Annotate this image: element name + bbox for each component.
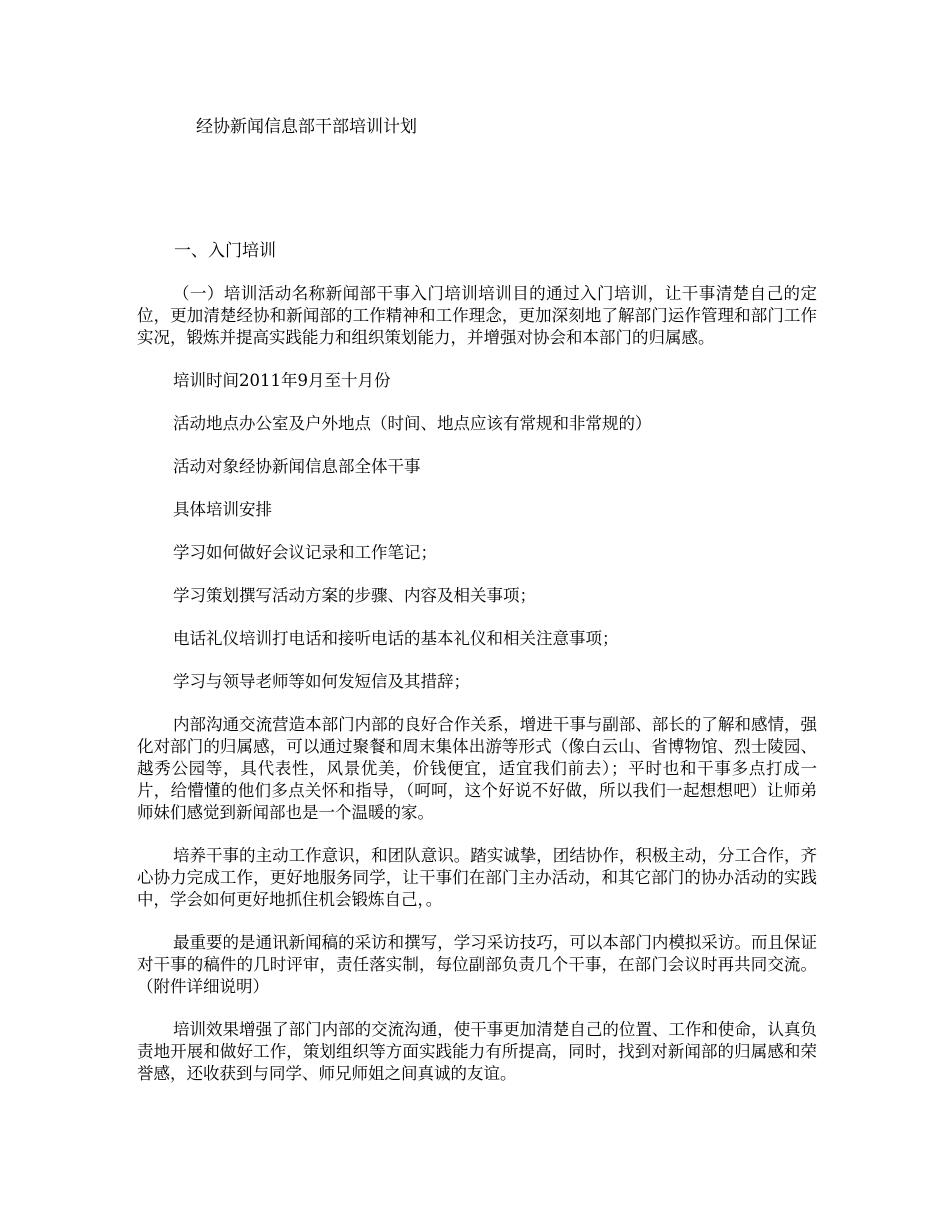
paragraph-training-purpose: （一）培训活动名称新闻部干事入门培训培训目的通过入门培训，让干事清楚自己的定位，更加清楚经协和新闻部的工作精神和工作理念，更加深刻地了解部门运作管理和部门工作实况，锻炼并提高实践能力和组织策划能力，并增强对协会和本部门的归属感。 bbox=[137, 284, 817, 347]
paragraph-training-time: 培训时间2011年9月至十月份 bbox=[173, 371, 391, 390]
paragraph-activity-target: 活动对象经协新闻信息部全体干事 bbox=[173, 457, 421, 476]
paragraph-planning: 学习策划撰写活动方案的步骤、内容及相关事项； bbox=[173, 586, 536, 605]
paragraph-activity-location: 活动地点办公室及户外地点（时间、地点应该有常规和非常规的） bbox=[173, 414, 652, 433]
paragraph-news-writing: 最重要的是通讯新闻稿的采访和撰写，学习采访技巧，可以本部门内模拟采访。而且保证对干事的稿件的几时评审，责任落实制，每位副部负责几个干事，在部门会议时再共同交流。（附件详细说明） bbox=[137, 933, 817, 996]
document-title: 经协新闻信息部干部培训计划 bbox=[196, 117, 417, 137]
paragraph-teamwork: 培养干事的主动工作意识，和团队意识。踏实诚挚，团结协作，积极主动，分工合作，齐心协力完成工作，更好地服务同学，让干事们在部门主办活动，和其它部门的协办活动的实践中，学会如何更好地抓住机会锻炼自己，。 bbox=[137, 846, 817, 909]
paragraph-training-schedule: 具体培训安排 bbox=[173, 500, 272, 519]
document-body bbox=[137, 283, 817, 1106]
paragraph-internal-communication: 内部沟通交流营造本部门内部的良好合作关系，增进干事与副部、部长的了解和感情，强化对部门的归属感，可以通过聚餐和周末集体出游等形式（像白云山、省博物馆、烈士陵园、越秀公园等，具代表性，风景优美，价钱便宜，适宜我们前去）；平时也和干事多点打成一片，给懵懂的他们多点关怀和指导，（呵呵，这个好说不好做，所以我们一起想想吧）让师弟师妹们感觉到新闻部也是一个温暖的家。 bbox=[137, 715, 817, 822]
paragraph-phone-etiquette: 电话礼仪培训打电话和接听电话的基本礼仪和相关注意事项； bbox=[173, 629, 619, 648]
section-heading: 一、入门培训 bbox=[174, 241, 276, 261]
paragraph-sms-etiquette: 学习与领导老师等如何发短信及其措辞； bbox=[173, 672, 470, 691]
paragraph-meeting-notes: 学习如何做好会议记录和工作笔记； bbox=[173, 543, 437, 562]
paragraph-training-effect: 培训效果增强了部门内部的交流沟通，使干事更加清楚自己的位置、工作和使命，认真负责地开展和做好工作，策划组织等方面实践能力有所提高，同时，找到对新闻部的归属感和荣誉感，还收获到与同学、师兄师姐之间真诚的友谊。 bbox=[137, 1020, 817, 1083]
